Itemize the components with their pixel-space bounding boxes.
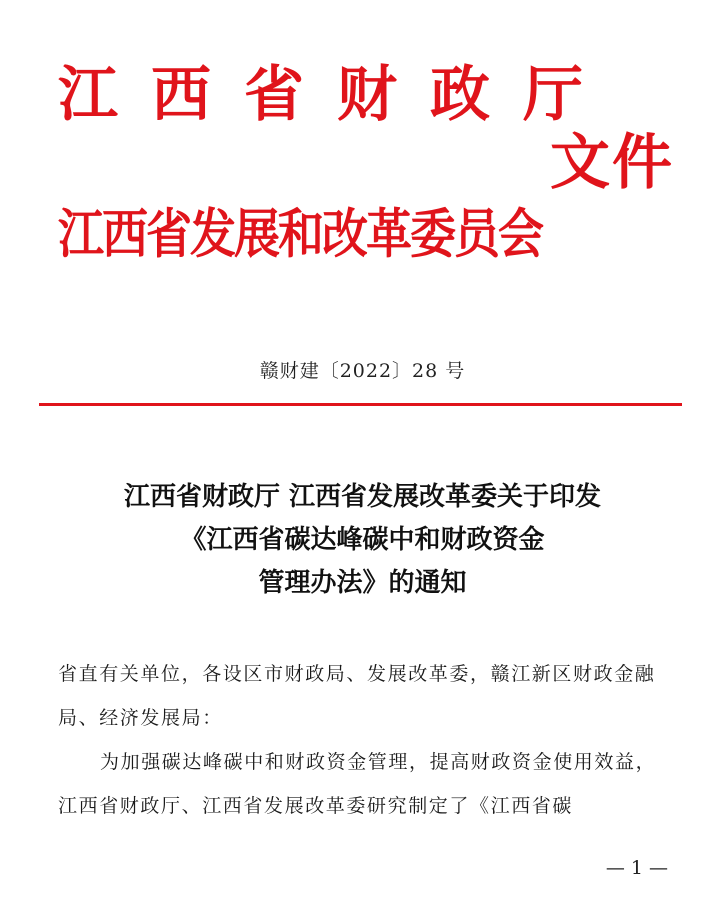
addressee-paragraph: 省直有关单位，各设区市财政局、发展改革委，赣江新区财政金融局、经济发展局： (58, 663, 656, 729)
title-line-1: 江西省财政厅 江西省发展改革委关于印发 (123, 482, 602, 512)
title-line-3: 管理办法》的通知 (258, 568, 467, 598)
document-label: 文件 (550, 128, 674, 198)
issuer-finance-department: 江西省财政厅 (58, 60, 616, 130)
document-title (0, 476, 725, 605)
document-number: 赣财建〔2022〕28 号 (259, 360, 466, 382)
red-separator-line (39, 403, 682, 406)
issuer-development-reform-commission: 江西省发展和改革委员会 (58, 202, 542, 265)
page-number: — 1 — (605, 857, 668, 879)
document-body (58, 652, 668, 828)
body-paragraph: 为加强碳达峰碳中和财政资金管理，提高财政资金使用效益，江西省财政厅、江西省发展改革委研究制定了《江西省碳 (58, 751, 657, 817)
title-line-2: 《江西省碳达峰碳中和财政资金 (180, 525, 545, 555)
